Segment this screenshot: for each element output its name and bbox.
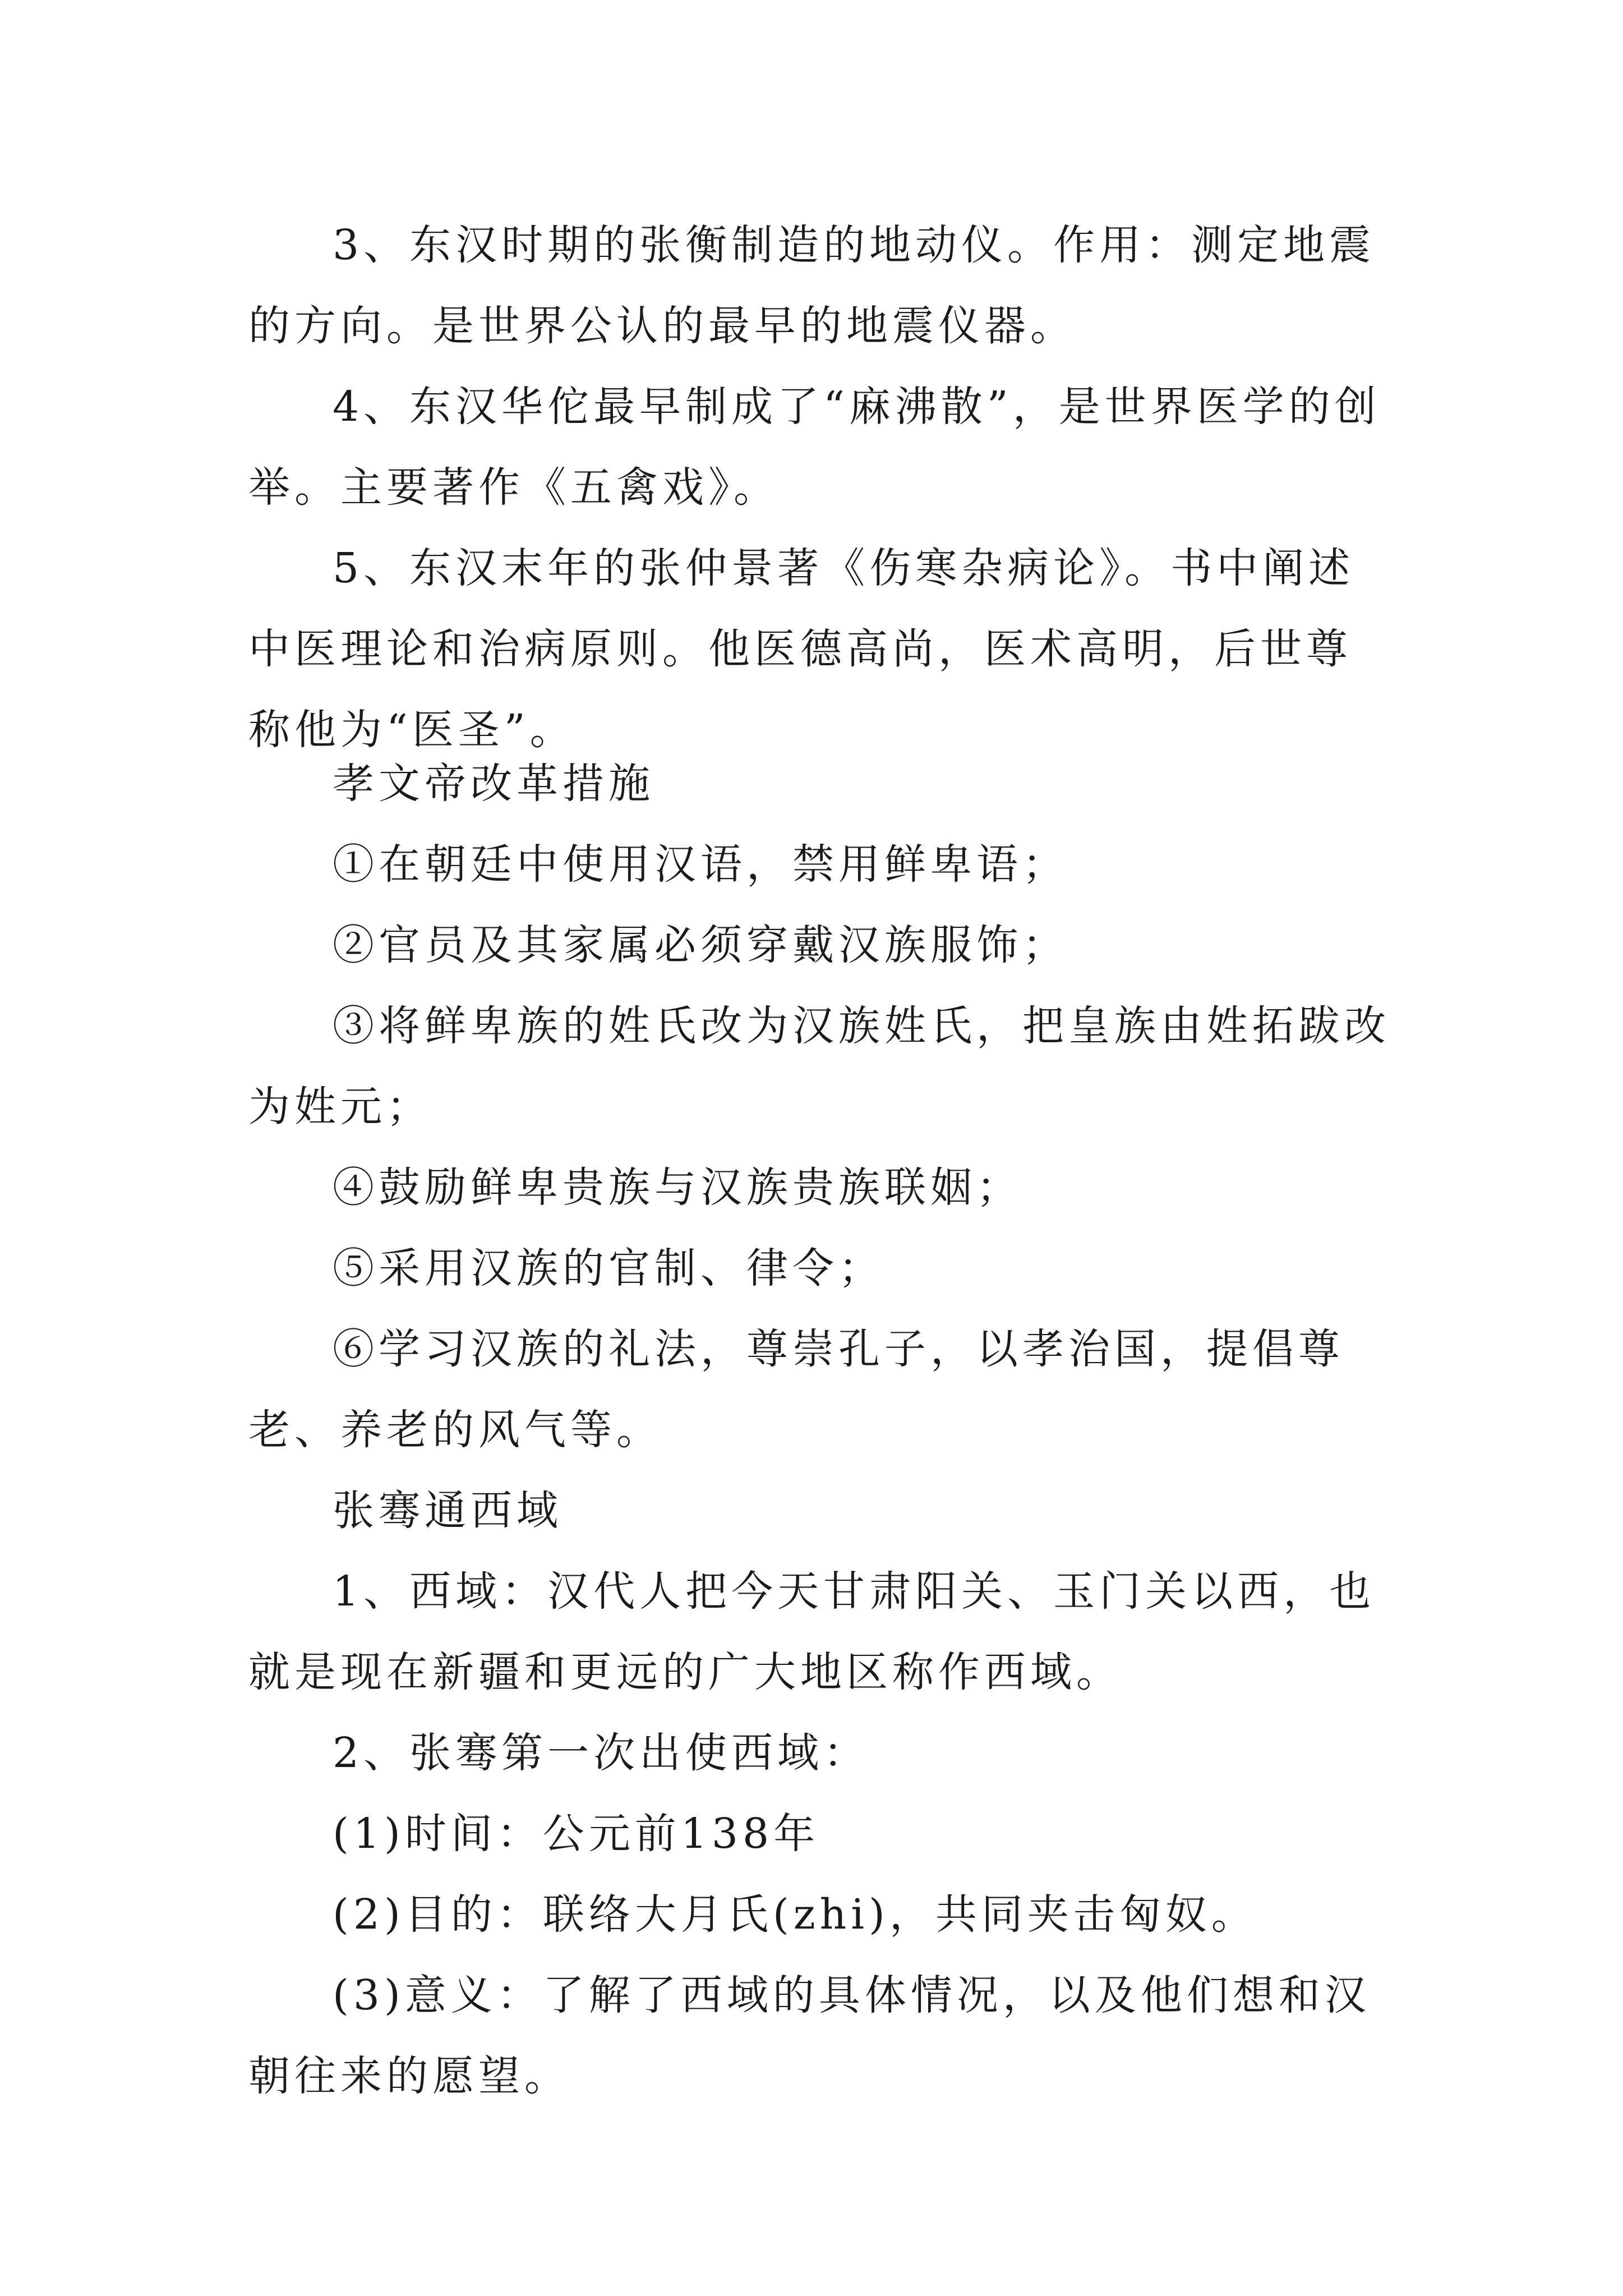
paragraph-first-mission: 2、张骞第一次出使西域： [333,1729,870,1777]
section-heading-zhangqian: 张骞通西域 [333,1487,562,1535]
mission-significance: (3)意义：了解了西域的具体情况，以及他们想和汉朝往来的愿望。 [248,1971,1371,2100]
reform-item-4: ④鼓励鲜卑贵族与汉族贵族联姻； [333,1163,1022,1212]
paragraph-zhangheng-seismograph: 3、东汉时期的张衡制造的地动仪。作用：测定地震的方向。是世界公认的最早的地震仪器。 [248,221,1376,350]
reform-item-1: ①在朝廷中使用汉语，禁用鲜卑语； [333,840,1068,889]
reform-item-2: ②官员及其家属必须穿戴汉族服饰； [333,921,1068,969]
reform-item-6: ⑥学习汉族的礼法，尊崇孔子，以孝治国，提倡尊老、养老的风气等。 [248,1325,1344,1454]
reform-item-5: ⑤采用汉族的官制、律令； [333,1244,884,1292]
mission-purpose: (2)目的：联络大月氏(zhi)，共同夹击匈奴。 [333,1890,1257,1939]
reform-item-3: ③将鲜卑族的姓氏改为汉族姓氏，把皇族由姓拓跋改为姓元； [248,1002,1390,1131]
paragraph-zhangzhongjing: 5、东汉末年的张仲景著《伤寒杂病论》。书中阐述中医理论和治病原则。他医德高尚，医术高明，后世尊称他为“医圣”。 [248,544,1355,754]
paragraph-xiyu-definition: 1、西域：汉代人把今天甘肃阳关、玉门关以西，也就是现在新疆和更远的广大地区称作西域。 [248,1567,1376,1696]
section-heading-xiaowendi-reform: 孝文帝改革措施 [333,760,654,808]
mission-time: (1)时间：公元前138年 [333,1810,820,1858]
paragraph-huatuo: 4、东汉华佗最早制成了“麻沸散”，是世界医学的创举。主要著作《五禽戏》。 [248,383,1381,512]
